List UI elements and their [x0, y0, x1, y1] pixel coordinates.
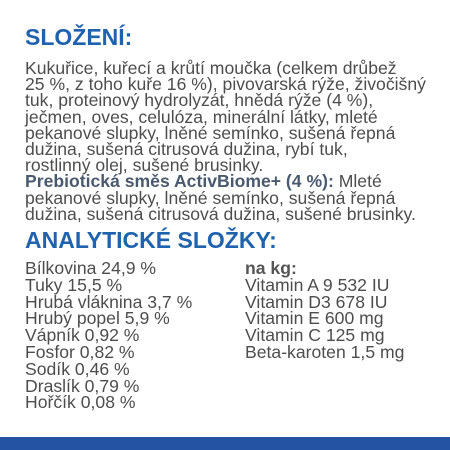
per-kg-label: na kg: — [245, 258, 297, 278]
composition-line: dužina, sušená citrusová dužina, rybí tuk, — [25, 138, 348, 159]
nutrient-name: Bílkovina — [25, 258, 97, 278]
composition-line: rostlinný olej, sušené brusinky. — [25, 155, 264, 176]
nutrient-name: Tuky — [25, 274, 63, 295]
nutrient-value: 24,9 % — [101, 258, 157, 278]
nutrient-value: 15,5 % — [67, 274, 123, 295]
per-kg-list — [245, 260, 404, 361]
nutrient-value: 0,92 % — [84, 325, 140, 346]
nutrient-name: Fosfor — [25, 341, 75, 362]
vitamin-name: Vitamin D3 — [245, 291, 331, 312]
nutrient-value: 3,7 % — [147, 291, 193, 312]
composition-line: ječmen, oves, celulóza, minerální látky, mleté — [25, 106, 378, 127]
prebiotic-line: pekanové slupky, lněné semínko, sušená řepná — [25, 187, 396, 208]
vitamin-name: Vitamin C — [245, 325, 321, 346]
vitamin-row — [245, 341, 405, 362]
nutrient-name: Draslík — [25, 375, 80, 396]
prebiotic-label: Prebiotická směs ActivBiome+ (4 %): — [25, 171, 334, 192]
bottom-band — [0, 437, 450, 450]
nutrient-value: 0,82 % — [79, 341, 135, 362]
nutrient-value: 0,46 % — [74, 358, 130, 379]
analytical-heading: ANALYTICKÉ SLOŽKY: — [25, 227, 277, 253]
nutrient-value: 0,08 % — [80, 392, 136, 413]
nutrient-name: Sodík — [25, 358, 70, 379]
composition-text — [25, 60, 426, 222]
vitamin-name: Vitamin A — [245, 274, 319, 295]
vitamin-value: 125 mg — [325, 325, 385, 346]
vitamin-value: 600 mg — [324, 308, 384, 329]
vitamin-name: Beta-karoten — [245, 341, 346, 362]
prebiotic-text: Mleté — [338, 171, 382, 192]
vitamin-name: Vitamin E — [245, 308, 320, 329]
composition-line: Kukuřice, kuřecí a krůtí moučka (celkem drůbež — [25, 58, 397, 78]
vitamin-value: 9 532 IU — [322, 274, 390, 295]
nutrient-value: 5,9 % — [124, 308, 170, 329]
prebiotic-line: dužina, sušená citrusová dužina, sušené brusinky. — [25, 203, 416, 224]
nutrient-name: Hrubá vláknina — [25, 291, 143, 312]
nutrient-list — [25, 260, 192, 411]
vitamin-value: 678 IU — [335, 291, 388, 312]
nutrient-row — [25, 394, 192, 411]
nutrient-name: Hrubý popel — [25, 308, 120, 329]
composition-line: tuk, proteinový hydrolyzát, hnědá rýže (4 %), — [25, 90, 374, 111]
composition-heading: SLOŽENÍ: — [25, 24, 133, 50]
composition-line: pekanové slupky, lněné semínko, sušená řepná — [25, 122, 396, 143]
nutrient-name: Vápník — [25, 325, 80, 346]
composition-line: 25 %, z toho kuře 16 %), pivovarská rýže, živočišný — [25, 74, 426, 95]
nutrient-name: Hořčík — [25, 392, 76, 413]
vitamin-value: 1,5 mg — [350, 341, 405, 362]
nutrient-value: 0,79 % — [84, 375, 140, 396]
